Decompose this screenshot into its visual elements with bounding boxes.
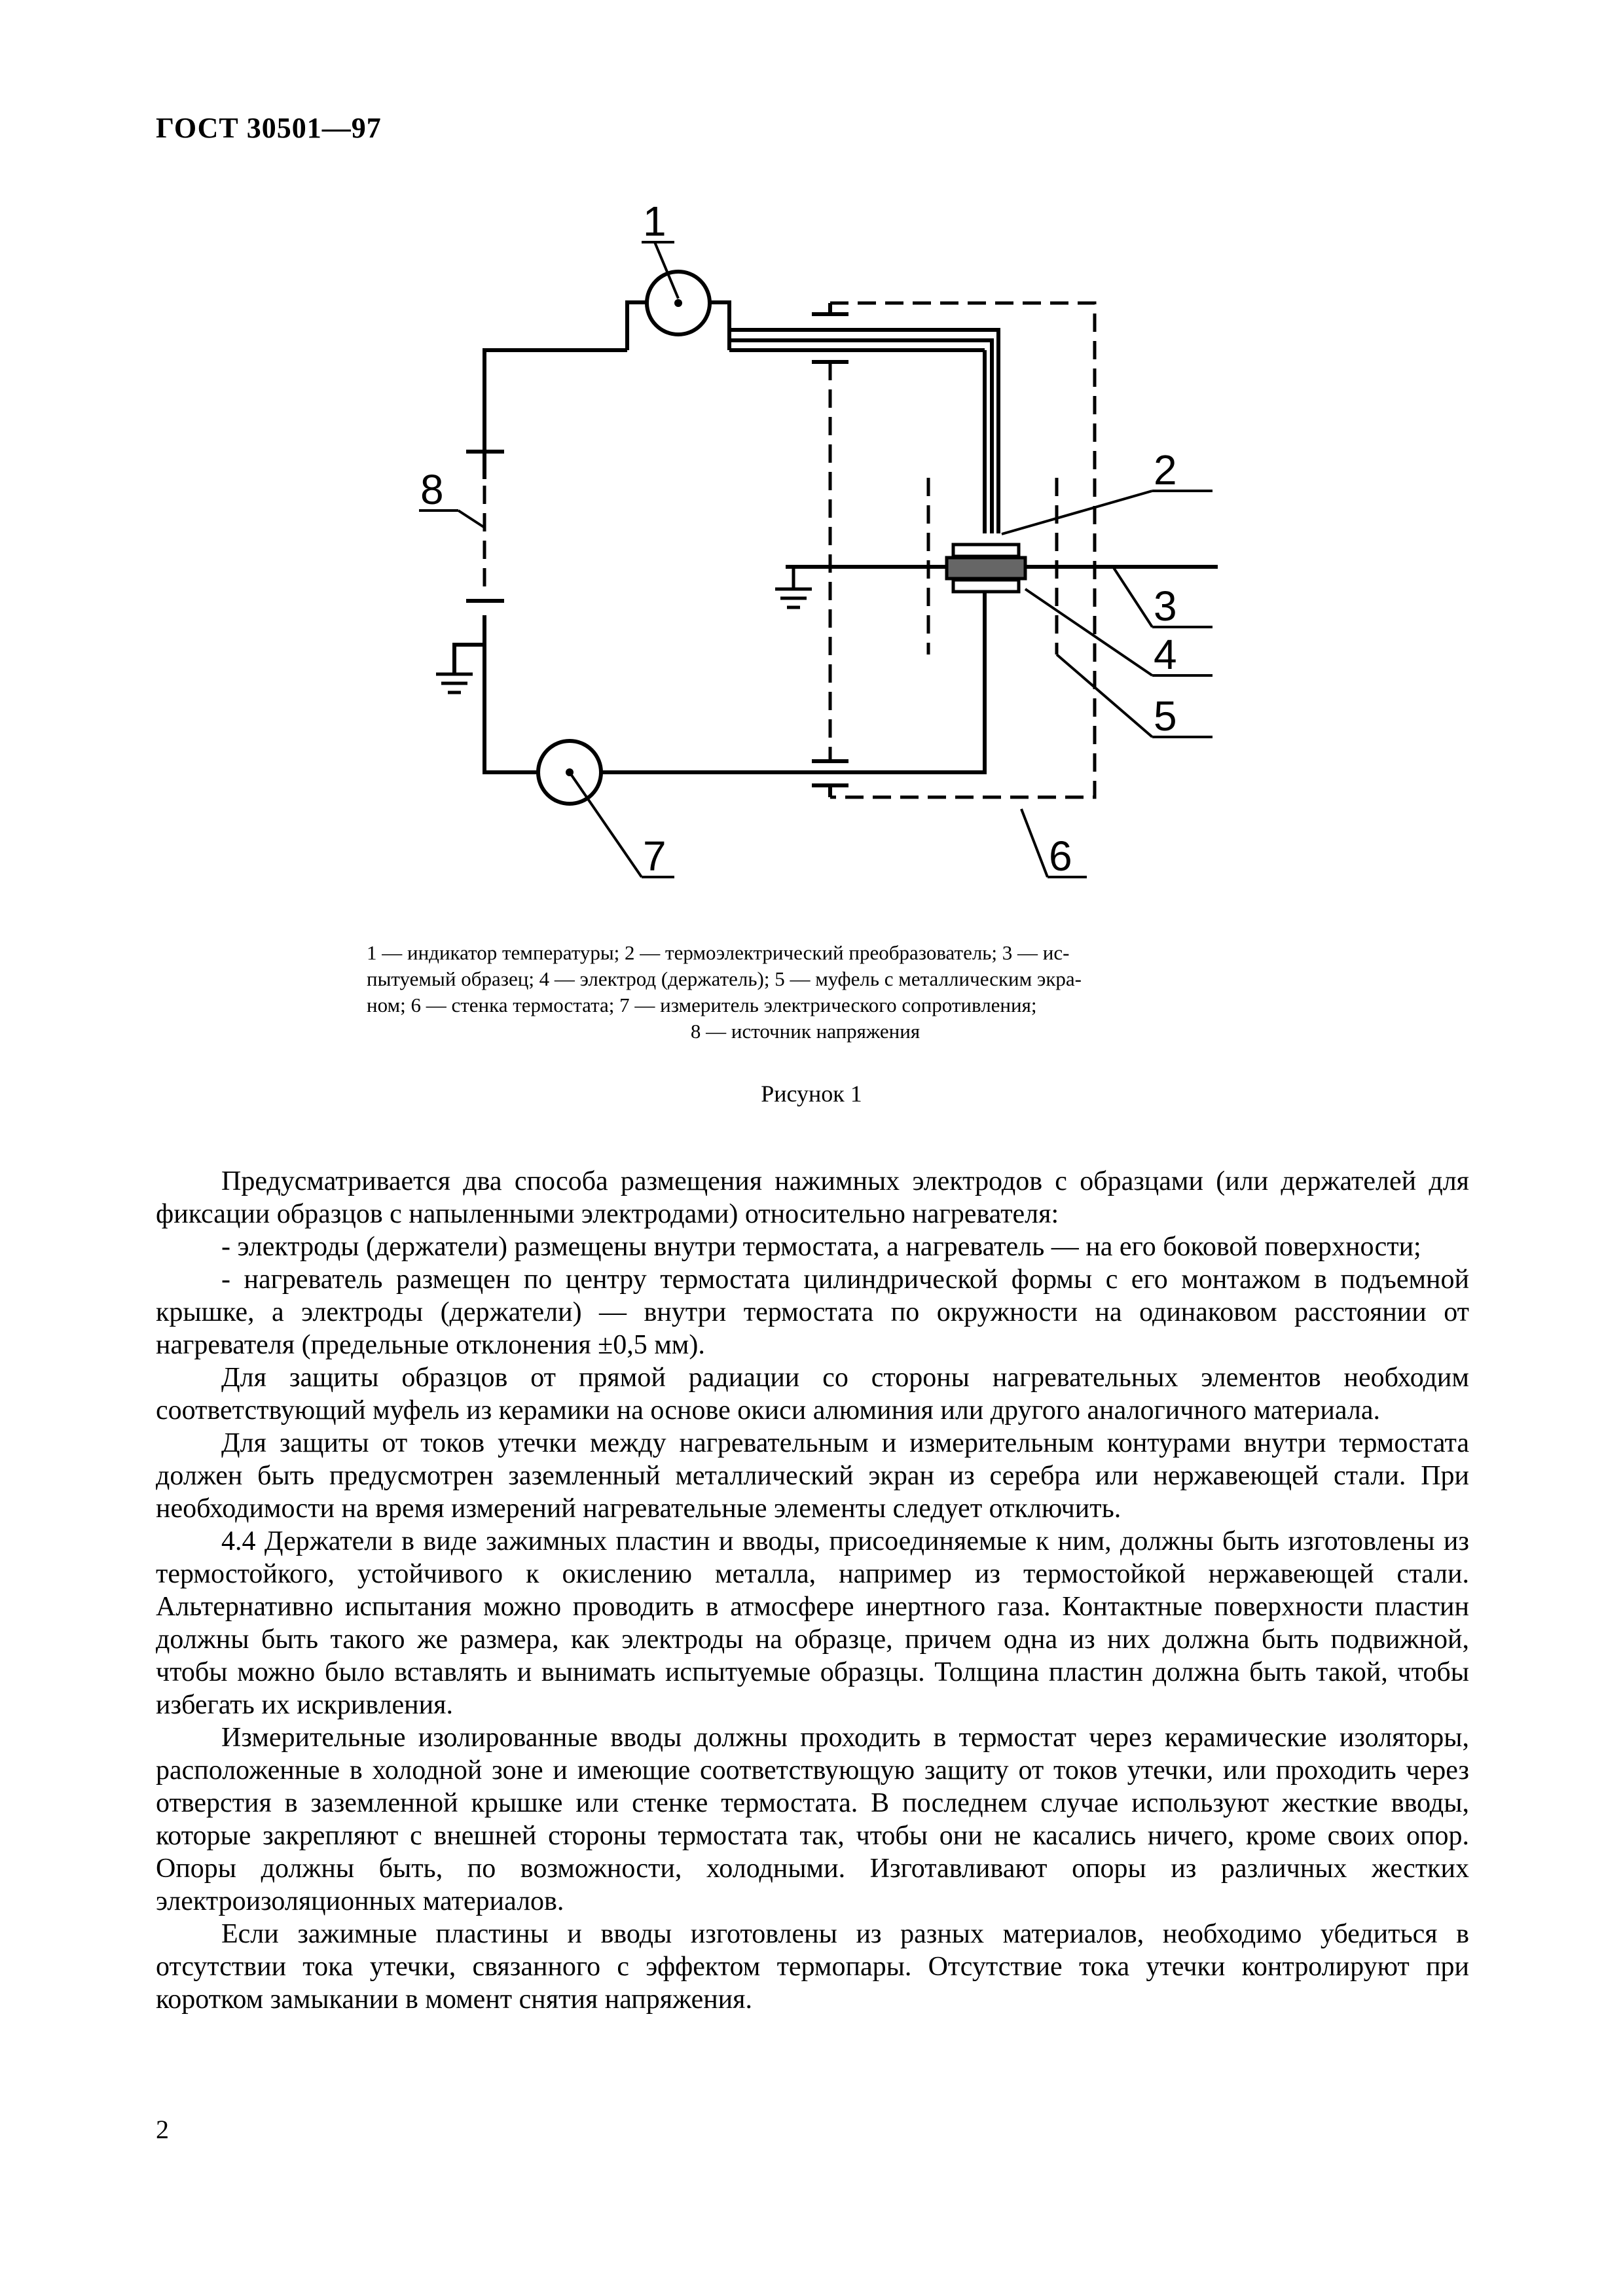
label-5: 5	[1154, 692, 1177, 740]
paragraph: - электроды (держатели) размещены внутри термостата, а нагреватель — на его боковой поверхности;	[221, 1232, 1421, 1262]
paragraph: Предусматривается два способа размещения нажимных электродов с образцами (или держателей для фиксации образцов с напыленными электродами) относительно нагревателя:	[156, 1166, 1469, 1229]
label-7: 7	[643, 833, 666, 880]
label-2: 2	[1154, 446, 1177, 493]
figure-legend	[367, 940, 1244, 1045]
legend-line: ном; 6 — стенка термостата; 7 — измеритель электрического сопротивления;	[367, 994, 1037, 1016]
label-1: 1	[643, 198, 666, 245]
paragraph: Для защиты образцов от прямой радиации со стороны нагревательных элементов необходим соответствующий муфель из керамики на основе окиси алюминия или другого аналогичного материала.	[156, 1363, 1469, 1426]
label-3: 3	[1154, 583, 1177, 630]
label-8: 8	[420, 466, 444, 513]
label-6: 6	[1049, 833, 1072, 880]
paragraph: - нагреватель размещен по центру термостата цилиндрической формы с его монтажом в подъемной крышке, а электроды (держатели) — внутри термостата по окружности на одинаковом расстоянии от нагревателя (предельные отклонения ±0,5 мм).	[156, 1265, 1469, 1360]
page-number: 2	[156, 2115, 169, 2144]
legend-line: 1 — индикатор температуры; 2 — термоэлектрический преобразователь; 3 — ис-	[367, 941, 1070, 964]
circuit-wires	[454, 302, 1218, 797]
label-4: 4	[1154, 631, 1177, 678]
electrode-bottom	[953, 580, 1019, 592]
indicator-dot	[674, 299, 682, 307]
electrode-top	[953, 545, 1019, 556]
legend-line: 8 — источник напряжения	[690, 1020, 921, 1043]
ground-symbol	[775, 567, 812, 607]
specimen-hatched	[947, 558, 1025, 579]
figure-caption: Рисунок 1	[761, 1081, 862, 1107]
body-text	[156, 1165, 1469, 2016]
legend-line: пытуемый образец; 4 — электрод (держатель); 5 — муфель с металлическим экра-	[367, 967, 1082, 990]
paragraph: Измерительные изолированные вводы должны проходить в термостат через керамические изоляторы, расположенные в холодной зоне и имеющие соответствующую защиту от токов утечки, или проходить через отверстия в заземленной крышке или стенке термостата. В последнем случае используют жесткие вводы, которые закрепляют с внешней стороны термостата так, чтобы они не касались ничего, кроме своих опор. Опоры должны быть, по возможности, холодными. Изготавливают опоры из различных жестких электроизоляционных материалов.	[156, 1723, 1469, 1916]
paragraph: Если зажимные пластины и вводы изготовлены из разных материалов, необходимо убедиться в отсутствии тока утечки, связанного с эффектом термопары. Отсутствие тока утечки контролируют при коротком замыкании в момент снятия напряжения.	[156, 1919, 1469, 2015]
ground-symbol	[436, 674, 473, 692]
document-header: ГОСТ 30501—97	[156, 112, 382, 144]
circuit-diagram	[0, 0, 1623, 929]
paragraph: 4.4 Держатели в виде зажимных пластин и вводы, присоединяемые к ним, должны быть изготовлены из термостойкого, устойчивого к окислению металла, например из термостойкой нержавеющей стали. Альтернативно испытания можно проводить в атмосфере инертного газа. Контактные поверхности пластин должны быть такого же размера, как электроды на образце, причем одна из них должна быть подвижной, чтобы можно было вставлять и вынимать испытуемые образцы. Толщина пластин должна быть такой, чтобы избегать их искривления.	[156, 1526, 1469, 1720]
paragraph: Для защиты от токов утечки между нагревательным и измерительным контурами внутри термостата должен быть предусмотрен заземленный металлический экран из серебра или нержавеющей стали. При необходимости на время измерений нагревательные элементы следует отключить.	[156, 1428, 1469, 1524]
